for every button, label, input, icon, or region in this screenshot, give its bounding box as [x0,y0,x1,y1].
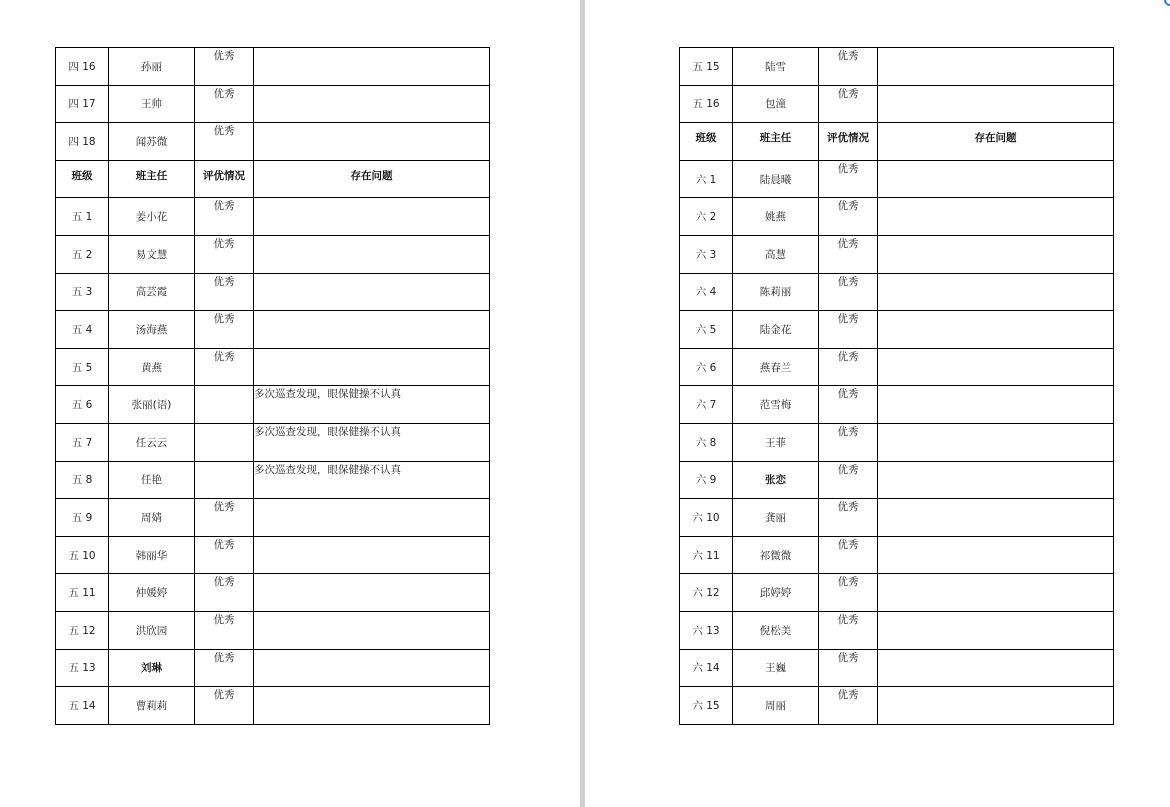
evaluation-cell [195,461,254,499]
teacher-cell: 高慧 [733,235,819,273]
issue-cell [254,536,490,574]
issue-cell [878,574,1114,612]
issue-cell [254,649,490,687]
issue-cell [254,85,490,123]
issue-cell [254,123,490,161]
issue-cell [878,423,1114,461]
teacher-cell: 刘琳 [109,649,195,687]
class-cell: 五 11 [56,574,109,612]
teacher-cell: 洪欣园 [109,611,195,649]
teacher-cell: 曹莉莉 [109,687,195,725]
table-row [56,348,490,386]
table-row [56,536,490,574]
teacher-cell: 陆晨曦 [733,160,819,198]
evaluation-cell: 优秀 [819,536,878,574]
evaluation-cell: 优秀 [819,499,878,537]
class-cell: 五 8 [56,461,109,499]
class-cell: 五 1 [56,198,109,236]
class-evaluation-table-left [55,47,490,725]
table-row [680,649,1114,687]
header-teacher-cell: 班主任 [109,160,195,198]
issue-cell [878,499,1114,537]
class-cell: 六 2 [680,198,733,236]
table-row [56,499,490,537]
table-row [56,611,490,649]
evaluation-cell: 优秀 [195,687,254,725]
evaluation-cell: 优秀 [819,235,878,273]
table-row [680,348,1114,386]
class-cell: 六 9 [680,461,733,499]
class-cell: 五 13 [56,649,109,687]
class-cell: 五 2 [56,235,109,273]
teacher-cell: 陆金花 [733,311,819,349]
class-cell: 五 16 [680,85,733,123]
table-row [56,48,490,86]
class-cell: 六 13 [680,611,733,649]
teacher-cell: 仲媛婷 [109,574,195,612]
teacher-cell: 周婧 [109,499,195,537]
class-cell: 六 3 [680,235,733,273]
evaluation-cell: 优秀 [195,536,254,574]
evaluation-cell: 优秀 [819,423,878,461]
class-cell: 四 18 [56,123,109,161]
issue-cell [878,273,1114,311]
issue-cell [878,85,1114,123]
table-row [56,85,490,123]
teacher-cell: 范雪梅 [733,386,819,424]
teacher-cell: 王菲 [733,423,819,461]
teacher-cell: 孙丽 [109,48,195,86]
teacher-cell: 黄燕 [109,348,195,386]
class-cell: 六 11 [680,536,733,574]
issue-cell: 多次巡查发现，眼保健操不认真 [254,461,490,499]
teacher-cell: 陈莉丽 [733,273,819,311]
header-teacher-cell: 班主任 [733,123,819,161]
class-cell: 五 7 [56,423,109,461]
teacher-cell: 张丽(语) [109,386,195,424]
table-header-row [56,160,490,198]
evaluation-cell: 优秀 [195,311,254,349]
class-cell: 五 9 [56,499,109,537]
teacher-cell: 王帅 [109,85,195,123]
issue-cell [254,574,490,612]
class-cell: 六 7 [680,386,733,424]
issue-cell [878,536,1114,574]
table-row [680,574,1114,612]
evaluation-cell: 优秀 [819,611,878,649]
issue-cell [254,687,490,725]
table-row [680,611,1114,649]
table-row [56,198,490,236]
issue-cell [878,611,1114,649]
evaluation-cell: 优秀 [195,48,254,86]
teacher-cell: 闻苏微 [109,123,195,161]
issue-cell [254,499,490,537]
table-row [56,123,490,161]
class-cell: 五 4 [56,311,109,349]
table-row [56,687,490,725]
header-evaluation-cell: 评优情况 [195,160,254,198]
evaluation-cell: 优秀 [195,198,254,236]
table-row [680,499,1114,537]
issue-cell [254,48,490,86]
teacher-cell: 燕春兰 [733,348,819,386]
issue-cell [254,348,490,386]
issue-cell: 多次巡查发现，眼保健操不认真 [254,423,490,461]
issue-cell: 多次巡查发现，眼保健操不认真 [254,386,490,424]
evaluation-cell: 优秀 [819,687,878,725]
evaluation-cell: 优秀 [819,273,878,311]
teacher-cell: 韩丽华 [109,536,195,574]
evaluation-cell: 优秀 [195,123,254,161]
table-row [680,423,1114,461]
evaluation-cell: 优秀 [819,348,878,386]
table-row [680,687,1114,725]
document-page-left [0,0,580,807]
class-cell: 四 16 [56,48,109,86]
evaluation-cell: 优秀 [819,160,878,198]
evaluation-cell: 优秀 [195,499,254,537]
issue-cell [254,311,490,349]
evaluation-cell: 优秀 [819,198,878,236]
table-header-row [680,123,1114,161]
evaluation-cell: 优秀 [819,48,878,86]
class-cell: 六 8 [680,423,733,461]
table-row [680,198,1114,236]
teacher-cell: 龚丽 [733,499,819,537]
table-row [56,235,490,273]
issue-cell [878,348,1114,386]
table-row [56,649,490,687]
evaluation-cell: 优秀 [819,461,878,499]
evaluation-cell: 优秀 [819,85,878,123]
class-cell: 六 15 [680,687,733,725]
evaluation-cell: 优秀 [195,574,254,612]
class-cell: 五 14 [56,687,109,725]
header-class-cell: 班级 [680,123,733,161]
teacher-cell: 周丽 [733,687,819,725]
class-cell: 六 6 [680,348,733,386]
issue-cell [254,273,490,311]
class-cell: 六 4 [680,273,733,311]
issue-cell [878,48,1114,86]
class-cell: 四 17 [56,85,109,123]
table-row [680,536,1114,574]
evaluation-cell: 优秀 [195,649,254,687]
teacher-cell: 陆雪 [733,48,819,86]
class-cell: 六 1 [680,160,733,198]
class-cell: 五 6 [56,386,109,424]
issue-cell [878,311,1114,349]
evaluation-cell: 优秀 [819,311,878,349]
header-class-cell: 班级 [56,160,109,198]
table-row [56,574,490,612]
issue-cell [878,160,1114,198]
class-cell: 五 5 [56,348,109,386]
teacher-cell: 任艳 [109,461,195,499]
table-row [56,423,490,461]
class-cell: 五 15 [680,48,733,86]
table-row [680,386,1114,424]
class-cell: 六 5 [680,311,733,349]
issue-cell [878,461,1114,499]
table-row [680,85,1114,123]
teacher-cell: 包潼 [733,85,819,123]
teacher-cell: 任云云 [109,423,195,461]
teacher-cell: 王巍 [733,649,819,687]
issue-cell [254,611,490,649]
table-row [680,235,1114,273]
teacher-cell: 邱婷婷 [733,574,819,612]
class-cell: 六 12 [680,574,733,612]
issue-cell [878,649,1114,687]
teacher-cell: 易文慧 [109,235,195,273]
issue-cell [878,235,1114,273]
table-row [680,461,1114,499]
evaluation-cell [195,423,254,461]
table-row [680,311,1114,349]
issue-cell [878,687,1114,725]
page-edge-marker-icon [1164,0,1170,6]
evaluation-cell [195,386,254,424]
evaluation-cell: 优秀 [819,649,878,687]
document-page-right [585,0,1170,807]
table-row [56,311,490,349]
issue-cell [254,198,490,236]
teacher-cell: 高芸霞 [109,273,195,311]
class-cell: 五 10 [56,536,109,574]
header-issue-cell: 存在问题 [878,123,1114,161]
table-row [680,273,1114,311]
issue-cell [254,235,490,273]
evaluation-cell: 优秀 [195,273,254,311]
class-evaluation-table-right [679,47,1114,725]
evaluation-cell: 优秀 [195,611,254,649]
header-evaluation-cell: 评优情况 [819,123,878,161]
class-cell: 六 10 [680,499,733,537]
teacher-cell: 张恋 [733,461,819,499]
teacher-cell: 汤海燕 [109,311,195,349]
evaluation-cell: 优秀 [195,235,254,273]
class-cell: 六 14 [680,649,733,687]
table-row [56,461,490,499]
header-issue-cell: 存在问题 [254,160,490,198]
teacher-cell: 姜小花 [109,198,195,236]
class-cell: 五 12 [56,611,109,649]
evaluation-cell: 优秀 [819,574,878,612]
teacher-cell: 倪松美 [733,611,819,649]
issue-cell [878,386,1114,424]
evaluation-cell: 优秀 [819,386,878,424]
teacher-cell: 姚燕 [733,198,819,236]
table-row [680,160,1114,198]
table-row [56,273,490,311]
table-row [680,48,1114,86]
issue-cell [878,198,1114,236]
teacher-cell: 祁微微 [733,536,819,574]
evaluation-cell: 优秀 [195,85,254,123]
evaluation-cell: 优秀 [195,348,254,386]
table-row [56,386,490,424]
class-cell: 五 3 [56,273,109,311]
